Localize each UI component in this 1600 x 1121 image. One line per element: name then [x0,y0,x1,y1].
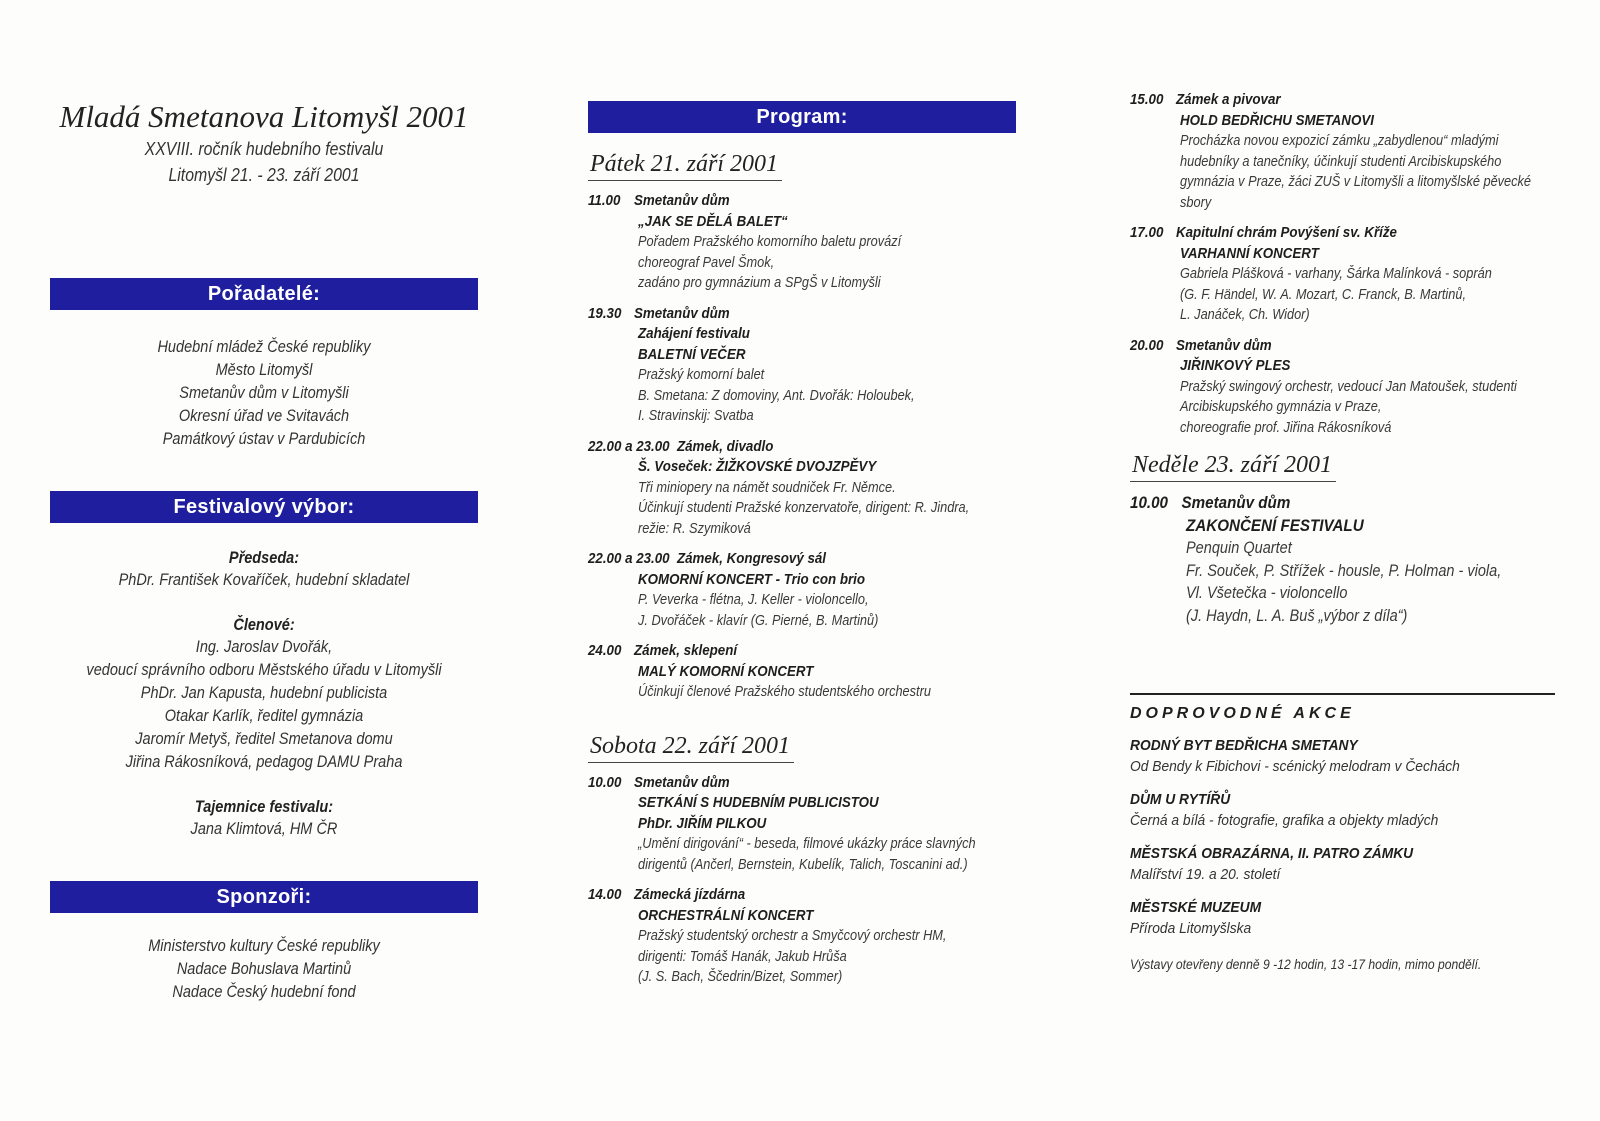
festival-title: Mladá Smetanova Litomyšl 2001 [59,99,469,134]
event-desc: Penquin Quartet [1186,539,1292,557]
sponsors-header: Sponzoři: [50,881,478,913]
event-desc: I. Stravinskij: Svatba [638,408,754,424]
member-item: Jiřina Rákosníková, pedagog DAMU Praha [125,753,403,771]
member-item: Otakar Karlík, ředitel gymnázia [164,707,364,725]
accompanying-sub: Malířství 19. a 20. století [1130,866,1281,883]
event-title: ORCHESTRÁLNÍ KONCERT [638,907,814,924]
event-desc: J. Dvořáček - klavír (G. Pierné, B. Martinů) [638,612,879,629]
program-event [588,191,1016,294]
event-desc: režie: R. Szymiková [638,520,751,537]
event-desc: Fr. Souček, P. Střížek - housle, P. Holman - viola, [1186,561,1502,580]
event-desc: Účinkují členové Pražského studentského orchestru [638,684,931,700]
chair-label: Předseda: [228,549,300,567]
program-column [588,0,1016,988]
event-title: HOLD BEDŘICHU SMETANOVI [1180,112,1374,129]
chair-name: PhDr. František Kovaříček, hudební skladatel [118,571,410,589]
organizers-list [50,336,478,451]
program-event [588,549,1016,631]
event-title: KOMORNÍ KONCERT - Trio con brio [638,571,866,588]
member-item: PhDr. Jan Kapusta, hudební publicista [140,684,388,702]
event-place: Smetanův dům [1176,337,1272,354]
event-time: 10.00 [1130,494,1168,512]
event-time: 17.00 [1130,225,1164,241]
left-column [50,0,478,1004]
program-event [588,304,1016,427]
program-event [1130,90,1560,213]
accompanying-name: RODNÝ BYT BEDŘICHA SMETANY [1130,737,1358,754]
program-header: Program: [588,101,1016,133]
festival-edition: XXVIII. ročník hudebního festivalu [144,139,384,159]
accompanying-sub: Od Bendy k Fibichovi - scénický melodram v Čechách [1130,758,1460,775]
event-desc: Gabriela Plášková - varhany, Šárka Malínková - soprán [1180,266,1492,282]
member-item: Jaromír Metyš, ředitel Smetanova domu [135,730,393,748]
event-desc: Pořadem Pražského komorního baletu provází [638,234,902,250]
event-time: 22.00 a 23.00 [588,551,670,567]
event-desc: choreografie prof. Jiřina Rákosníková [1180,419,1392,436]
event-desc: choreograf Pavel Šmok, [638,254,775,271]
accompanying-item [1130,735,1560,777]
sponsor-item: Ministerstvo kultury České republiky [148,937,380,955]
event-time: 24.00 [588,643,622,659]
event-place: Smetanův dům [634,774,730,791]
program-event [588,885,1016,988]
event-desc: (J. Haydn, L. A. Buš „výbor z díla“) [1186,606,1408,625]
event-time: 15.00 [1130,92,1164,108]
event-desc: gymnázia v Praze, žáci ZUŠ v Litomyšli a litomyšlské pěvecké [1180,174,1532,190]
event-title: Š. Voseček: ŽIŽKOVSKÉ DVOJZPĚVY [638,459,877,475]
event-desc: Procházka novou expozicí zámku „zabydlenou“ mladými [1180,133,1499,149]
event-desc: Účinkují studenti Pražské konzervatoře, dirigent: R. Jindra, [638,500,970,516]
program-event [588,437,1016,540]
event-desc: zadáno pro gymnázium a SPgŠ v Litomyšli [638,275,881,291]
organizer-item: Město Litomyšl [215,361,313,379]
event-place: Zámek, divadlo [676,438,774,455]
event-title: ZAKONČENÍ FESTIVALU [1186,516,1364,535]
organizers-header: Pořadatelé: [50,278,478,310]
event-time: 20.00 [1130,337,1164,354]
event-desc: Tři miniopery na námět soudniček Fr. Němce. [638,479,896,496]
event-time: 10.00 [588,774,622,791]
member-item: Ing. Jaroslav Dvořák, [195,638,333,656]
event-desc: Pražský swingový orchestr, vedoucí Jan Matoušek, studenti [1180,378,1517,395]
event-place: Zámek, Kongresový sál [676,551,827,567]
accompanying-title: DOPROVODNÉ AKCE [1130,705,1355,722]
sponsor-item: Nadace Český hudební fond [172,983,356,1001]
accompanying-item [1130,897,1560,939]
event-desc: sbory [1180,194,1212,211]
event-time: 14.00 [588,887,622,903]
friday-heading: Pátek 21. září 2001 [588,151,782,181]
event-title: SETKÁNÍ S HUDEBNÍM PUBLICISTOU [638,795,879,811]
event-desc: L. Janáček, Ch. Widor) [1180,307,1310,323]
secretary-name: Jana Klimtová, HM ČR [190,820,338,838]
event-desc: Vl. Všetečka - violoncello [1186,584,1348,602]
program-event [1130,336,1560,439]
event-desc: P. Veverka - flétna, J. Keller - violoncello, [638,592,869,608]
committee-header: Festivalový výbor: [50,491,478,523]
accompanying-name: MĚSTSKÉ MUZEUM [1130,899,1262,916]
event-title: PhDr. JIŘÍM PILKOU [638,815,767,832]
right-column [1130,0,1560,972]
event-desc: Arcibiskupského gymnázia v Praze, [1180,399,1382,415]
event-desc: dirigenti: Tomáš Hanák, Jakub Hrůša [638,948,847,965]
sponsor-item: Nadace Bohuslava Martinů [176,960,352,978]
event-desc: Pražský studentský orchestr a Smyčcový orchestr HM, [638,928,947,944]
event-place: Kapitulní chrám Povýšení sv. Kříže [1176,225,1397,241]
event-desc: dirigentů (Ančerl, Bernstein, Kubelík, Talich, Toscanini ad.) [638,856,968,873]
event-place: Smetanův dům [634,305,730,322]
event-time: 19.30 [588,305,622,322]
event-place: Zámek a pivovar [1176,92,1281,108]
program-event [1130,223,1560,326]
event-title: BALETNÍ VEČER [638,346,746,363]
organizer-item: Hudební mládež České republiky [157,338,371,356]
event-time: 22.00 a 23.00 [588,438,670,455]
event-place: Smetanův dům [634,193,730,209]
event-desc: „Umění dirigování“ - beseda, filmové ukázky práce slavných [638,836,976,852]
event-desc: B. Smetana: Z domoviny, Ant. Dvořák: Holoubek, [638,387,915,404]
event-title: MALÝ KOMORNÍ KONCERT [638,663,814,680]
event-time: 11.00 [588,193,621,209]
accompanying-item [1130,843,1560,885]
festival-dates: Litomyšl 21. - 23. září 2001 [168,165,360,185]
event-title: VARHANNÍ KONCERT [1180,245,1319,262]
sponsors-list [50,935,478,1004]
event-title: „JAK SE DĚLÁ BALET“ [638,213,788,230]
members-label: Členové: [233,616,295,634]
exhibition-hours-note: Výstavy otevřeny denně 9 -12 hodin, 13 -17 hodin, mimo pondělí. [1130,957,1482,972]
event-desc: Pražský komorní balet [638,367,765,383]
event-place: Zámek, sklepení [634,643,738,659]
member-item: vedoucí správního odboru Městského úřadu v Litomyšli [86,661,442,679]
program-event [588,641,1016,703]
event-title: JIŘINKOVÝ PLES [1180,358,1291,374]
organizer-item: Smetanův dům v Litomyšli [179,384,349,402]
event-title: Zahájení festivalu [638,326,750,342]
event-place: Smetanův dům [1181,494,1291,512]
accompanying-item [1130,789,1560,831]
event-desc: hudebníky a tanečníky, účinkují studenti Arcibiskupského [1180,153,1502,170]
saturday-heading: Sobota 22. září 2001 [588,733,794,763]
program-event [588,773,1016,876]
event-desc: (G. F. Händel, W. A. Mozart, C. Franck, B. Martinů, [1180,286,1466,303]
organizer-item: Památkový ústav v Pardubicích [162,430,366,448]
accompanying-name: MĚSTSKÁ OBRAZÁRNA, II. PATRO ZÁMKU [1130,845,1414,862]
organizer-item: Okresní úřad ve Svitavách [178,407,350,425]
accompanying-sub: Příroda Litomyšlska [1130,920,1252,937]
event-place: Zámecká jízdárna [634,887,746,903]
secretary-label: Tajemnice festivalu: [194,798,334,816]
event-desc: (J. S. Bach, Ščedrin/Bizet, Sommer) [638,969,843,985]
program-event [1130,492,1560,627]
accompanying-sub: Černá a bílá - fotografie, grafika a objekty mladých [1130,812,1439,829]
accompanying-name: DŮM U RYTÍŘŮ [1130,791,1231,808]
divider [1130,693,1555,695]
sunday-heading: Neděle 23. září 2001 [1130,452,1336,482]
